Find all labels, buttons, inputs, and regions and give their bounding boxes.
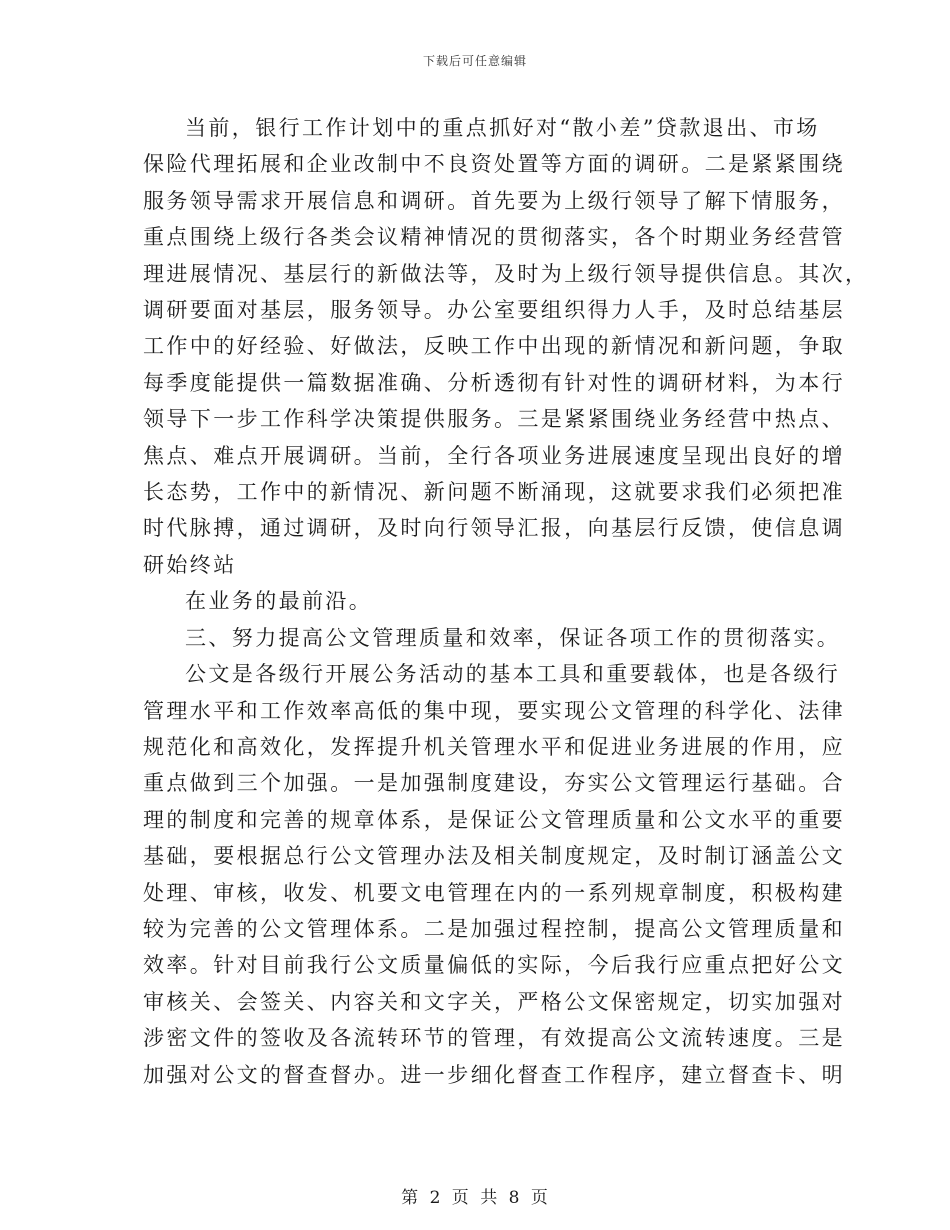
page-number-current: 2 (429, 1188, 442, 1208)
text-line: 三、努力提高公文管理质量和效率，保证各项工作的贯彻落实。 (185, 625, 841, 650)
text-line: 审核关、会签关、内容关和文字关，严格公文保密规定，切实加强对 (143, 989, 845, 1014)
text-line: 重点做到三个加强。一是加强制度建设，夯实公文管理运行基础。合 (143, 771, 845, 796)
paragraph-1 (143, 110, 869, 583)
text-line: 效率。针对目前我行公文质量偏低的实际，今后我行应重点把好公文 (143, 953, 845, 978)
text-line: 基础，要根据总行公文管理办法及相关制度规定，及时制订涵盖公文 (143, 844, 845, 869)
text-line: 处理、审核，收发、机要文电管理在内的一系列规章制度，积极构建 (143, 880, 845, 905)
text-line: 调研要面对基层，服务领导。办公室要组织得力人手，及时总结基层 (143, 298, 845, 323)
document-body (143, 110, 869, 1093)
page-header: 下载后可任意编辑 (422, 54, 527, 68)
text-line: 每季度能提供一篇数据准确、分析透彻有针对性的调研材料，为本行 (143, 370, 845, 395)
text-line: 服务领导需求开展信息和调研。首先要为上级行领导了解下情服务， (143, 188, 845, 213)
page-footer (0, 1183, 950, 1208)
text-line: 焦点、难点开展调研。当前，全行各项业务进展速度呈现出良好的增 (143, 443, 845, 468)
footer-label-ye: 页 (451, 1188, 470, 1208)
text-line: 规范化和高效化，发挥提升机关管理水平和促进业务进展的作用，应 (143, 734, 845, 759)
text-line: 公文是各级行开展公务活动的基本工具和重要载体，也是各级行 (185, 662, 841, 687)
text-line: 时代脉搏，通过调研，及时向行领导汇报，向基层行反馈，使信息调 (143, 516, 845, 541)
section-heading-3 (143, 620, 841, 656)
text-line: 保险代理拓展和企业改制中不良资处置等方面的调研。二是紧紧围绕 (143, 152, 845, 177)
text-line: 领导下一步工作科学决策提供服务。三是紧紧围绕业务经营中热点、 (143, 407, 845, 432)
text-line: 工作中的好经验、好做法，反映工作中出现的新情况和新问题，争取 (143, 334, 845, 359)
footer-label-ye-2: 页 (530, 1188, 549, 1208)
page-number-total: 8 (508, 1188, 521, 1208)
footer-label-di: 第 (401, 1188, 420, 1208)
text-line: 长态势，工作中的新情况、新问题不断涌现，这就要求我们必须把准 (143, 480, 845, 505)
text-line: 理进展情况、基层行的新做法等，及时为上级行领导提供信息。其次， (143, 261, 869, 286)
text-line: 当前，银行工作计划中的重点抓好对“散小差”贷款退出、市场 (185, 116, 820, 140)
text-line: 理的制度和完善的规章体系，是保证公文管理质量和公文水平的重要 (143, 807, 845, 832)
text-line: 管理水平和工作效率高低的集中现，要实现公文管理的科学化、法律 (143, 698, 845, 723)
text-line: 在业务的最前沿。 (185, 589, 373, 614)
paragraph-4 (143, 656, 845, 1093)
text-line: 研始终站 (143, 552, 237, 577)
paragraph-2 (143, 583, 803, 619)
text-line: 重点围绕上级行各类会议精神情况的贯彻落实，各个时期业务经营管 (143, 225, 845, 250)
text-line: 较为完善的公文管理体系。二是加强过程控制，提高公文管理质量和 (143, 916, 845, 941)
text-line: 涉密文件的签收及各流转环节的管理，有效提高公文流转速度。三是 (143, 1026, 845, 1051)
text-line: 加强对公文的督查督办。进一步细化督查工作程序，建立督查卡、明 (143, 1062, 845, 1087)
footer-label-gong: 共 (480, 1188, 499, 1208)
